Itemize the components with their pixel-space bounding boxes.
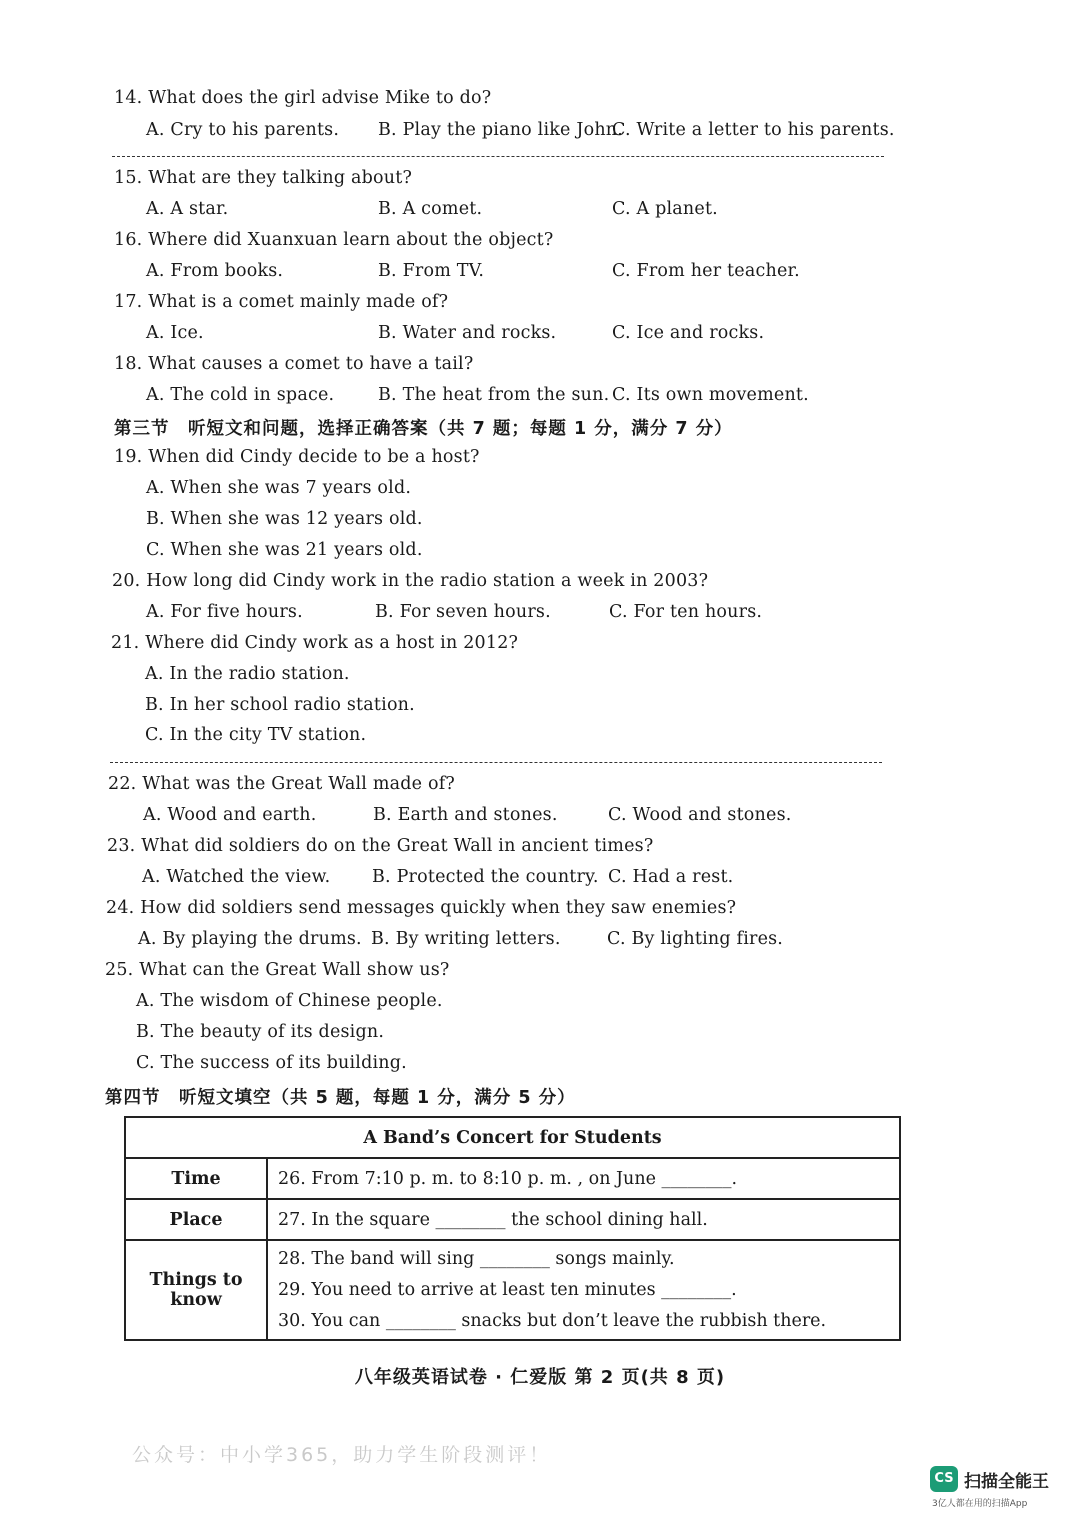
option-a: A. From books.: [146, 261, 284, 281]
option-c: C. Its own movement.: [612, 385, 809, 405]
question-stem: 24. How did soldiers send messages quickly when they saw enemies?: [106, 898, 737, 918]
option-a: A. The cold in space.: [146, 385, 335, 405]
option-a: A. A star.: [146, 199, 229, 219]
scanner-brand: [930, 1466, 1070, 1510]
camscanner-logo-icon: CS: [930, 1466, 958, 1492]
option-a: A. Ice.: [146, 323, 204, 343]
question-stem: 21. Where did Cindy work as a host in 2012?: [111, 633, 519, 653]
row-label-things: Things to know: [125, 1240, 267, 1340]
option-a: A. By playing the drums.: [138, 929, 362, 949]
option-c: C. Ice and rocks.: [612, 323, 765, 343]
question-stem: 18. What causes a comet to have a tail?: [114, 354, 474, 374]
section-heading-3: 第三节 听短文和问题，选择正确答案（共 7 题；每题 1 分，满分 7 分）: [114, 419, 733, 439]
fill-blank-28: 28. The band will sing ________ songs mainly.: [278, 1248, 675, 1269]
fill-blank-27: 27. In the square ________ the school dining hall.: [267, 1199, 900, 1240]
option-a: A. Watched the view.: [142, 867, 331, 887]
things-cell: [267, 1240, 900, 1340]
fill-blank-30: 30. You can ________ snacks but don’t leave the rubbish there.: [278, 1310, 827, 1331]
option-c: C. A planet.: [612, 199, 718, 219]
brand-name: 扫描全能王: [964, 1472, 1049, 1492]
row-label-time: Time: [125, 1158, 267, 1199]
table-row: [125, 1240, 900, 1340]
option-c: C. Had a rest.: [608, 867, 734, 887]
option-c: C. The success of its building.: [136, 1053, 407, 1073]
cut-line: [110, 762, 882, 763]
table-row: [125, 1158, 900, 1199]
question-stem: 16. Where did Xuanxuan learn about the object?: [114, 230, 554, 250]
option-b: B. For seven hours.: [375, 602, 551, 622]
option-b: B. In her school radio station.: [145, 695, 415, 715]
cut-line: [112, 156, 884, 157]
watermark-text: 公众号：中小学365，助力学生阶段测评！: [132, 1444, 552, 1466]
concert-table: [124, 1116, 901, 1341]
option-c: C. Wood and stones.: [608, 805, 792, 825]
question-stem: 19. When did Cindy decide to be a host?: [114, 447, 480, 467]
brand-tagline: 3亿人都在用的扫描App: [932, 1499, 1028, 1509]
option-b: B. From TV.: [378, 261, 485, 281]
option-b: B. A comet.: [378, 199, 483, 219]
question-stem: 22. What was the Great Wall made of?: [108, 774, 455, 794]
option-a: A. Cry to his parents.: [146, 120, 340, 140]
row-label-place: Place: [125, 1199, 267, 1240]
option-b: B. The beauty of its design.: [136, 1022, 385, 1042]
option-b: B. The heat from the sun.: [378, 385, 610, 405]
option-a: A. Wood and earth.: [143, 805, 317, 825]
option-a: A. In the radio station.: [145, 664, 350, 684]
question-stem: 23. What did soldiers do on the Great Wall in ancient times?: [107, 836, 654, 856]
option-b: B. By writing letters.: [371, 929, 561, 949]
option-c: C. When she was 21 years old.: [146, 540, 423, 560]
question-stem: 15. What are they talking about?: [114, 168, 413, 188]
option-a: A. The wisdom of Chinese people.: [136, 991, 443, 1011]
option-b: B. Protected the country.: [372, 867, 599, 887]
table-title: A Band’s Concert for Students: [125, 1117, 900, 1158]
option-c: C. Write a letter to his parents.: [612, 120, 895, 140]
fill-blank-26: 26. From 7:10 p. m. to 8:10 p. m. , on June ________.: [267, 1158, 900, 1199]
section-heading-4: 第四节 听短文填空（共 5 题，每题 1 分，满分 5 分）: [105, 1088, 576, 1108]
option-a: A. When she was 7 years old.: [146, 478, 412, 498]
page-footer: 八年级英语试卷 · 仁爱版 第 2 页(共 8 页): [354, 1367, 726, 1388]
option-c: C. For ten hours.: [609, 602, 763, 622]
fill-blank-29: 29. You need to arrive at least ten minutes ________.: [278, 1279, 737, 1300]
option-b: B. When she was 12 years old.: [146, 509, 423, 529]
option-b: B. Earth and stones.: [373, 805, 558, 825]
option-c: C. From her teacher.: [612, 261, 800, 281]
option-c: C. By lighting fires.: [607, 929, 784, 949]
question-stem: 20. How long did Cindy work in the radio station a week in 2003?: [112, 571, 709, 591]
question-stem: 14. What does the girl advise Mike to do?: [114, 88, 492, 108]
option-b: B. Water and rocks.: [378, 323, 557, 343]
option-a: A. For five hours.: [146, 602, 303, 622]
option-c: C. In the city TV station.: [145, 725, 367, 745]
table-row: [125, 1199, 900, 1240]
question-stem: 17. What is a comet mainly made of?: [114, 292, 449, 312]
option-b: B. Play the piano like John.: [378, 120, 624, 140]
question-stem: 25. What can the Great Wall show us?: [105, 960, 450, 980]
